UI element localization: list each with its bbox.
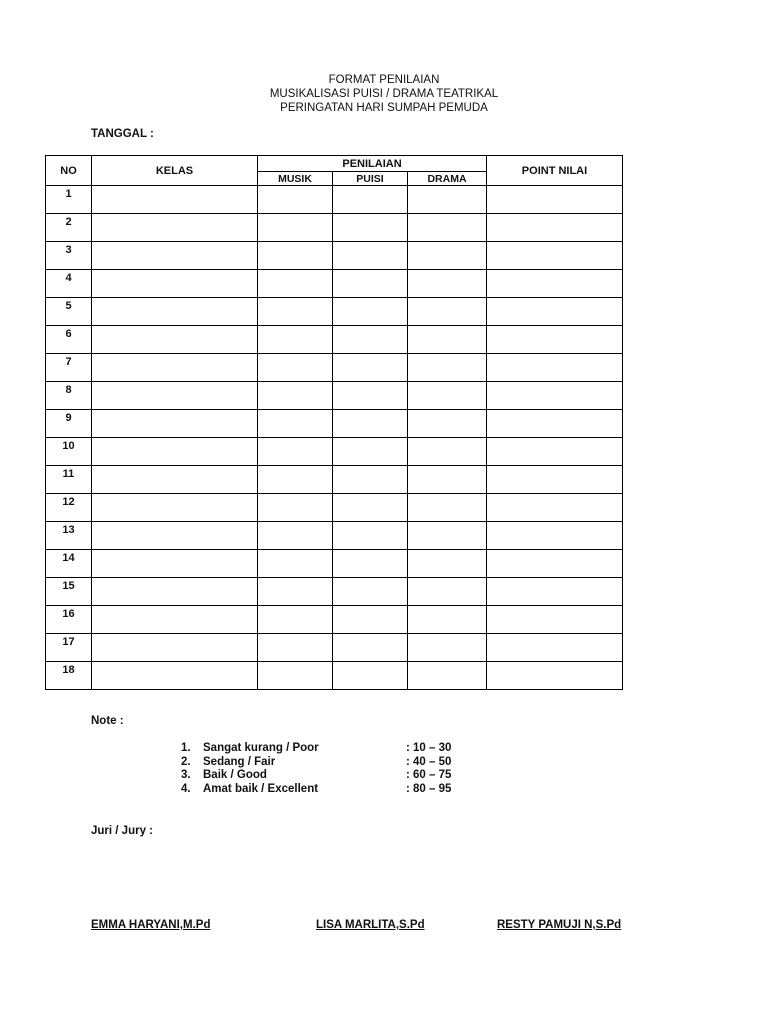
cell-musik[interactable] [258, 186, 333, 214]
header-point-nilai: POINT NILAI [487, 156, 623, 186]
cell-musik[interactable] [258, 270, 333, 298]
table-row [46, 270, 623, 298]
cell-kelas[interactable] [92, 186, 258, 214]
row-number: 3 [46, 242, 92, 270]
cell-puisi[interactable] [333, 634, 408, 662]
note-item-range: : 10 – 30 [406, 742, 452, 754]
cell-musik[interactable] [258, 578, 333, 606]
cell-musik[interactable] [258, 662, 333, 690]
cell-drama[interactable] [408, 466, 487, 494]
cell-puisi[interactable] [333, 578, 408, 606]
note-item-text: Sangat kurang / Poor [203, 742, 319, 754]
document-subtitle: MUSIKALISASI PUISI / DRAMA TEATRIKAL [269, 88, 499, 100]
date-label: TANGGAL : [91, 128, 154, 140]
row-number: 17 [46, 634, 92, 662]
cell-point-nilai[interactable] [487, 662, 623, 690]
cell-puisi[interactable] [333, 382, 408, 410]
cell-point-nilai[interactable] [487, 298, 623, 326]
cell-puisi[interactable] [333, 662, 408, 690]
note-item-text: Sedang / Fair [203, 756, 276, 768]
cell-kelas[interactable] [92, 522, 258, 550]
cell-point-nilai[interactable] [487, 382, 623, 410]
cell-drama[interactable] [408, 410, 487, 438]
row-number: 15 [46, 578, 92, 606]
assessment-table [45, 155, 623, 690]
header-kelas: KELAS [92, 156, 258, 186]
header-drama: DRAMA [408, 172, 487, 186]
table-row [46, 438, 623, 466]
cell-kelas[interactable] [92, 354, 258, 382]
table-row [46, 522, 623, 550]
cell-puisi[interactable] [333, 606, 408, 634]
table-row [46, 326, 623, 354]
cell-puisi[interactable] [333, 214, 408, 242]
cell-puisi[interactable] [333, 354, 408, 382]
note-item-number: 4. [181, 783, 191, 795]
table-row [46, 186, 623, 214]
cell-drama[interactable] [408, 494, 487, 522]
cell-kelas[interactable] [92, 270, 258, 298]
row-number: 11 [46, 466, 92, 494]
table-row [46, 242, 623, 270]
row-number: 8 [46, 382, 92, 410]
cell-drama[interactable] [408, 606, 487, 634]
row-number: 12 [46, 494, 92, 522]
cell-point-nilai[interactable] [487, 606, 623, 634]
cell-musik[interactable] [258, 634, 333, 662]
cell-point-nilai[interactable] [487, 270, 623, 298]
table-row [46, 354, 623, 382]
cell-musik[interactable] [258, 354, 333, 382]
cell-point-nilai[interactable] [487, 186, 623, 214]
cell-musik[interactable] [258, 382, 333, 410]
header-penilaian: PENILAIAN [258, 156, 487, 172]
cell-musik[interactable] [258, 550, 333, 578]
row-number: 16 [46, 606, 92, 634]
cell-puisi[interactable] [333, 410, 408, 438]
row-number: 7 [46, 354, 92, 382]
cell-kelas[interactable] [92, 326, 258, 354]
header-puisi: PUISI [333, 172, 408, 186]
header-musik: MUSIK [258, 172, 333, 186]
cell-kelas[interactable] [92, 382, 258, 410]
cell-musik[interactable] [258, 438, 333, 466]
cell-kelas[interactable] [92, 606, 258, 634]
cell-musik[interactable] [258, 214, 333, 242]
row-number: 5 [46, 298, 92, 326]
cell-musik[interactable] [258, 298, 333, 326]
cell-point-nilai[interactable] [487, 522, 623, 550]
cell-point-nilai[interactable] [487, 466, 623, 494]
cell-musik[interactable] [258, 466, 333, 494]
document-title: FORMAT PENILAIAN [328, 74, 440, 86]
table-row [46, 494, 623, 522]
cell-kelas[interactable] [92, 550, 258, 578]
cell-musik[interactable] [258, 410, 333, 438]
row-number: 10 [46, 438, 92, 466]
cell-drama[interactable] [408, 242, 487, 270]
cell-kelas[interactable] [92, 466, 258, 494]
table-row [46, 550, 623, 578]
table-row [46, 382, 623, 410]
cell-point-nilai[interactable] [487, 634, 623, 662]
cell-musik[interactable] [258, 494, 333, 522]
row-number: 14 [46, 550, 92, 578]
cell-drama[interactable] [408, 438, 487, 466]
cell-point-nilai[interactable] [487, 578, 623, 606]
cell-puisi[interactable] [333, 438, 408, 466]
cell-kelas[interactable] [92, 438, 258, 466]
table-row [46, 662, 623, 690]
cell-drama[interactable] [408, 550, 487, 578]
note-item-range: : 80 – 95 [406, 783, 452, 795]
note-item-range: : 60 – 75 [406, 769, 452, 781]
cell-puisi[interactable] [333, 494, 408, 522]
cell-drama[interactable] [408, 522, 487, 550]
cell-kelas[interactable] [92, 298, 258, 326]
cell-point-nilai[interactable] [487, 410, 623, 438]
cell-kelas[interactable] [92, 494, 258, 522]
table-row [46, 214, 623, 242]
row-number: 13 [46, 522, 92, 550]
table-row [46, 298, 623, 326]
cell-point-nilai[interactable] [487, 354, 623, 382]
cell-kelas[interactable] [92, 242, 258, 270]
jury-signature-3: RESTY PAMUJI N,S.Pd [497, 919, 622, 931]
cell-drama[interactable] [408, 634, 487, 662]
document-event: PERINGATAN HARI SUMPAH PEMUDA [280, 102, 488, 114]
cell-puisi[interactable] [333, 270, 408, 298]
cell-kelas[interactable] [92, 214, 258, 242]
row-number: 4 [46, 270, 92, 298]
cell-point-nilai[interactable] [487, 438, 623, 466]
table-row [46, 634, 623, 662]
cell-drama[interactable] [408, 382, 487, 410]
cell-drama[interactable] [408, 326, 487, 354]
jury-label: Juri / Jury : [91, 825, 153, 837]
table-row [46, 606, 623, 634]
cell-drama[interactable] [408, 354, 487, 382]
cell-drama[interactable] [408, 662, 487, 690]
cell-puisi[interactable] [333, 522, 408, 550]
cell-puisi[interactable] [333, 186, 408, 214]
table-row [46, 410, 623, 438]
row-number: 18 [46, 662, 92, 690]
note-item-range: : 40 – 50 [406, 756, 452, 768]
cell-drama[interactable] [408, 298, 487, 326]
jury-signature-1: EMMA HARYANI,M.Pd [91, 919, 211, 931]
cell-puisi[interactable] [333, 550, 408, 578]
table-row [46, 466, 623, 494]
cell-musik[interactable] [258, 242, 333, 270]
cell-kelas[interactable] [92, 578, 258, 606]
cell-kelas[interactable] [92, 662, 258, 690]
note-item-number: 2. [181, 756, 191, 768]
cell-point-nilai[interactable] [487, 242, 623, 270]
cell-kelas[interactable] [92, 410, 258, 438]
note-item-number: 1. [181, 742, 191, 754]
cell-drama[interactable] [408, 214, 487, 242]
row-number: 9 [46, 410, 92, 438]
table-row [46, 578, 623, 606]
cell-kelas[interactable] [92, 634, 258, 662]
cell-puisi[interactable] [333, 326, 408, 354]
cell-puisi[interactable] [333, 466, 408, 494]
cell-musik[interactable] [258, 326, 333, 354]
row-number: 2 [46, 214, 92, 242]
cell-puisi[interactable] [333, 242, 408, 270]
row-number: 1 [46, 186, 92, 214]
cell-drama[interactable] [408, 270, 487, 298]
cell-point-nilai[interactable] [487, 550, 623, 578]
cell-point-nilai[interactable] [487, 326, 623, 354]
header-no: NO [46, 156, 92, 186]
cell-point-nilai[interactable] [487, 494, 623, 522]
cell-drama[interactable] [408, 186, 487, 214]
cell-musik[interactable] [258, 522, 333, 550]
note-item-text: Baik / Good [203, 769, 267, 781]
cell-musik[interactable] [258, 606, 333, 634]
jury-signature-2: LISA MARLITA,S.Pd [316, 919, 425, 931]
note-item-text: Amat baik / Excellent [203, 783, 319, 795]
cell-drama[interactable] [408, 578, 487, 606]
row-number: 6 [46, 326, 92, 354]
cell-point-nilai[interactable] [487, 214, 623, 242]
note-label: Note : [91, 715, 124, 727]
cell-puisi[interactable] [333, 298, 408, 326]
note-item-number: 3. [181, 769, 191, 781]
